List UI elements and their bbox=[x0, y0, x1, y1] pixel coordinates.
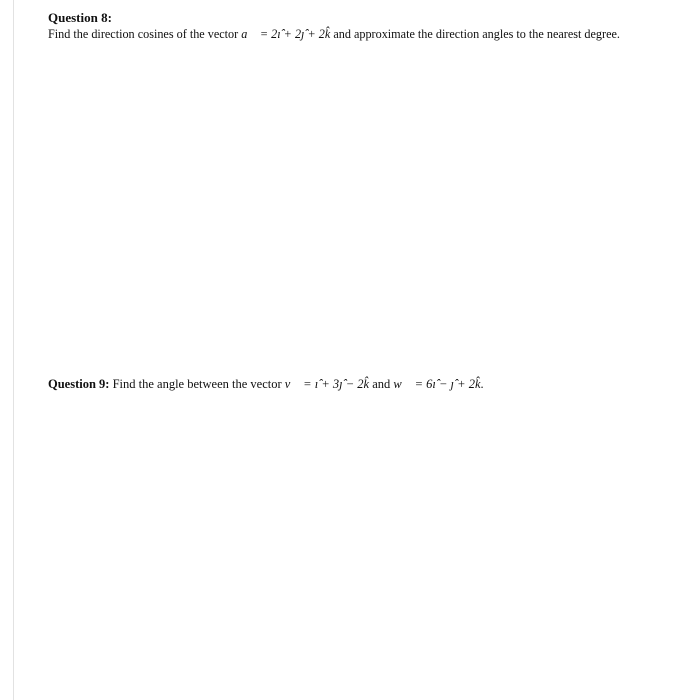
question-9-label: Question 9: bbox=[48, 377, 110, 391]
question-9-text bbox=[48, 377, 484, 392]
question-8-text-after: and approximate the direction angles to the nearest degree. bbox=[330, 27, 620, 41]
question-9-vector-w-formula: w⃗ = 6ı̂ − ȷ̂ + 2k̂ bbox=[393, 377, 481, 391]
question-9-text-after: . bbox=[480, 377, 484, 391]
question-8-vector-formula: a⃗ = 2ı̂ + 2ȷ̂ + 2k̂ bbox=[241, 27, 331, 41]
page-left-margin-line bbox=[13, 0, 14, 700]
question-8-text bbox=[48, 27, 620, 42]
question-8-heading: Question 8: bbox=[48, 10, 112, 25]
question-9-text-mid: and bbox=[369, 377, 394, 391]
question-9-text-before: Find the angle between the vector bbox=[109, 377, 285, 391]
question-8-text-before: Find the direction cosines of the vector bbox=[48, 27, 242, 41]
question-9-vector-v-formula: v⃗ = ı̂ + 3ȷ̂ − 2k̂ bbox=[284, 377, 370, 391]
